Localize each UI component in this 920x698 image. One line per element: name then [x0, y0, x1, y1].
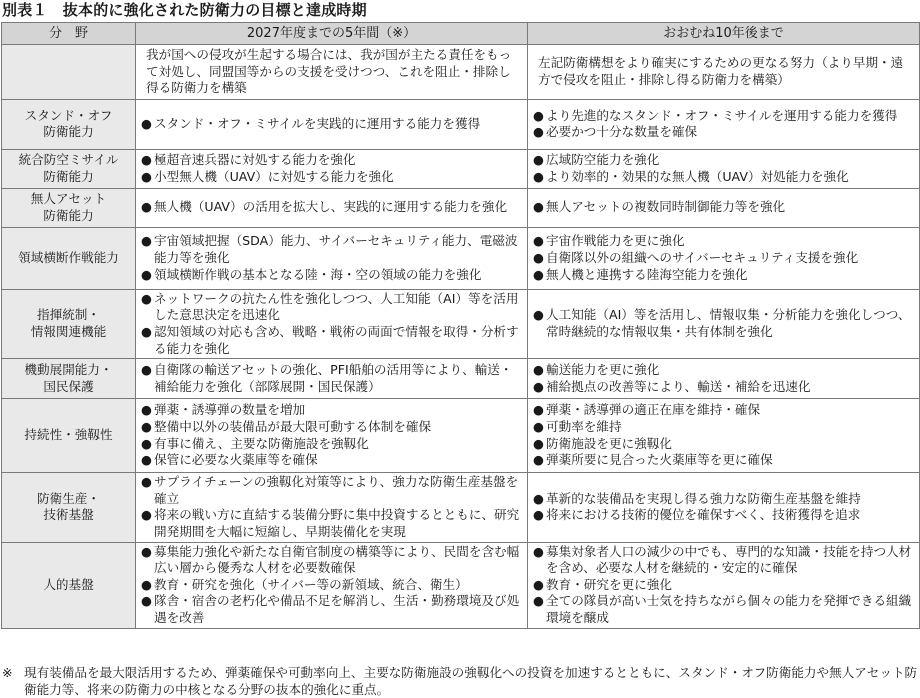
header-10-years: おおむね10年後まで: [528, 23, 920, 45]
bullet-item: [533, 491, 915, 508]
bullet-icon: ●: [141, 266, 152, 282]
bullet-item: [141, 474, 523, 507]
cell-10-years: [528, 289, 920, 358]
bullet-icon: ●: [141, 152, 152, 168]
category-label: 防衛能力: [43, 168, 94, 184]
bullet-item: [533, 419, 915, 436]
bullet-item: [141, 452, 523, 469]
cell-2027: [136, 399, 528, 473]
bullet-text: 領域横断作戦の基本となる陸・海・空の領域の能力を強化: [154, 266, 482, 282]
cell-text: 左記防衛構想をより確実にするための更なる努力（より早期・遠方で侵攻を阻止・排除し得る防衛力を構築）: [538, 55, 904, 87]
bullet-text: 保管に必要な火薬庫等を確保: [154, 452, 318, 468]
bullet-item: [533, 267, 915, 284]
bullet-text: 将来における技術的優位を確保すべく、技術獲得を追求: [546, 507, 861, 523]
category-label: 情報関連機能: [30, 323, 107, 339]
bullet-item: [141, 324, 523, 357]
bullet-item: [533, 402, 915, 419]
bullet-item: [533, 593, 915, 626]
table-title: 別表１ 抜本的に強化された防衛力の目標と達成時期: [2, 1, 367, 19]
bullet-item: [533, 379, 915, 396]
table-row: [2, 289, 920, 358]
bullet-text: 宇宙作戦能力を更に強化: [546, 233, 685, 249]
bullet-icon: ●: [533, 507, 544, 523]
bullet-icon: ●: [141, 435, 152, 451]
bullet-item: [141, 577, 523, 594]
bullet-text: 革新的な装備品を実現し得る強力な防衛生産基盤を維持: [546, 490, 861, 506]
cell-10-years: [528, 45, 920, 100]
cell-2027: [136, 359, 528, 399]
bullet-text: 補給拠点の改善等により、輸送・補給を迅速化: [546, 378, 811, 394]
bullet-text: 教育・研究を更に強化: [546, 576, 672, 592]
defense-targets-table: [1, 22, 920, 629]
bullet-icon: ●: [141, 474, 152, 490]
category-cell: [2, 149, 136, 188]
bullet-icon: ●: [141, 362, 152, 378]
cell-2027: [136, 149, 528, 188]
cell-2027: [136, 473, 528, 542]
bullet-icon: ●: [533, 168, 544, 184]
bullet-icon: ●: [533, 490, 544, 506]
category-label: 防衛生産・: [37, 490, 100, 506]
bullet-text: 自衛隊以外の組織へのサイバーセキュリティ支援を強化: [546, 249, 859, 265]
bullet-item: [533, 169, 915, 186]
bullet-item: [533, 362, 915, 379]
table-row: [2, 399, 920, 473]
cell-2027: [136, 188, 528, 227]
bullet-item: [533, 507, 915, 524]
cell-10-years: [528, 542, 920, 628]
bullet-text: 弾薬所要に見合った火薬庫等を更に確保: [546, 452, 773, 468]
category-label: 統合防空ミサイル: [18, 152, 119, 168]
table-row: [2, 542, 920, 628]
bullet-text: 有事に備え、主要な防衛施設を強靱化: [154, 435, 369, 451]
cell-10-years: [528, 99, 920, 149]
category-label: 領域横断作戦能力: [18, 249, 119, 265]
bullet-icon: ●: [533, 233, 544, 249]
bullet-item: [141, 419, 523, 436]
bullet-text: 無人アセットの複数同時制御能力等を強化: [546, 199, 786, 215]
cell-10-years: [528, 188, 920, 227]
bullet-text: 自衛隊の輸送アセットの強化、PFI船舶の活用等により、輸送・補給能力を強化（部隊展開・国民保護）: [154, 362, 513, 394]
bullet-icon: ●: [141, 115, 152, 131]
bullet-icon: ●: [533, 307, 544, 323]
bullet-item: [533, 199, 915, 216]
header-2027: 2027年度までの5年間（※）: [136, 23, 528, 45]
category-cell: [2, 289, 136, 358]
bullet-text: 将来の戦い方に直結する装備分野に集中投資するとともに、研究開発期間を大幅に短縮し、早期装備化を実現: [154, 507, 520, 539]
bullet-item: [533, 452, 915, 469]
table-row: [2, 359, 920, 399]
bullet-item: [533, 124, 915, 141]
category-cell: [2, 473, 136, 542]
bullet-icon: ●: [141, 419, 152, 435]
category-label: 技術基盤: [43, 507, 94, 523]
bullet-item: [141, 402, 523, 419]
bullet-icon: ●: [141, 323, 152, 339]
table-row: [2, 227, 920, 289]
bullet-text: サプライチェーンの強靱化対策等により、強力な防衛生産基盤を確立: [154, 474, 519, 506]
bullet-text: 募集対象者人口の減少の中でも、専門的な知識・技能を持つ人材を含め、必要な人材を継続的・安定的に確保: [546, 543, 912, 576]
bullet-item: [141, 291, 523, 324]
category-label: 国民保護: [43, 378, 94, 394]
cell-10-years: [528, 399, 920, 473]
bullet-icon: ●: [533, 249, 544, 265]
cell-2027: [136, 45, 528, 100]
bullet-icon: ●: [533, 435, 544, 451]
bullet-text: 小型無人機（UAV）に対処する能力を強化: [154, 168, 394, 184]
bullet-text: 整備中以外の装備品が最大限可動する体制を確保: [154, 419, 432, 435]
bullet-item: [533, 436, 915, 453]
category-label: 指揮統制・: [37, 307, 100, 323]
bullet-text: 弾薬・誘導弾の適正在庫を維持・確保: [546, 402, 761, 418]
category-cell: [2, 188, 136, 227]
bullet-item: [533, 577, 915, 594]
footnote: [2, 665, 918, 698]
bullet-item: [141, 267, 523, 284]
bullet-item: [141, 507, 523, 540]
bullet-icon: ●: [141, 452, 152, 468]
bullet-text: より効率的・効果的な無人機（UAV）対処能力を強化: [546, 168, 849, 184]
cell-text: 我が国への侵攻が生起する場合には、我が国が主たる責任をもって対処し、同盟国等からの支援を受けつつ、これを阻止・排除し得る防衛力を構築: [146, 47, 512, 96]
category-label: 機動展開能力・: [24, 362, 113, 378]
category-label: 防衛能力: [43, 207, 94, 223]
bullet-text: 無人機（UAV）の活用を拡大し、実践的に運用する能力を強化: [154, 199, 508, 215]
bullet-icon: ●: [533, 452, 544, 468]
bullet-icon: ●: [141, 543, 152, 559]
bullet-item: [141, 436, 523, 453]
cell-10-years: [528, 359, 920, 399]
bullet-text: 広域防空能力を強化: [546, 152, 660, 168]
table-row: [2, 473, 920, 542]
cell-2027: [136, 289, 528, 358]
category-label: 人的基盤: [43, 576, 94, 592]
bullet-icon: ●: [533, 378, 544, 394]
bullet-item: [141, 199, 523, 216]
cell-2027: [136, 542, 528, 628]
bullet-item: [141, 152, 523, 169]
bullet-item: [141, 233, 523, 266]
bullet-icon: ●: [141, 507, 152, 523]
bullet-icon: ●: [141, 168, 152, 184]
table-row: [2, 188, 920, 227]
bullet-text: 全ての隊員が高い士気を持ちながら個々の能力を発揮できる組織環境を醸成: [546, 593, 912, 625]
bullet-item: [141, 362, 523, 395]
category-cell: [2, 359, 136, 399]
bullet-icon: ●: [141, 402, 152, 418]
bullet-item: [533, 544, 915, 577]
category-cell: [2, 227, 136, 289]
bullet-item: [533, 250, 915, 267]
bullet-icon: ●: [141, 290, 152, 306]
bullet-item: [141, 544, 523, 577]
bullet-text: 募集能力強化や新たな自衛官制度の構築等により、民間を含む幅広い層から優秀な人材を必要数確保: [154, 543, 520, 576]
cell-2027: [136, 99, 528, 149]
bullet-icon: ●: [141, 199, 152, 215]
bullet-item: [141, 169, 523, 186]
bullet-icon: ●: [533, 543, 544, 559]
bullet-text: 防衛施設を更に強靱化: [546, 435, 672, 451]
bullet-icon: ●: [533, 593, 544, 609]
bullet-text: 隊舎・宿舎の老朽化や備品不足を解消し、生活・勤務環境及び処遇を改善: [154, 593, 520, 625]
bullet-text: 極超音速兵器に対処する能力を強化: [154, 152, 356, 168]
table-header-row: [2, 23, 920, 45]
bullet-icon: ●: [533, 576, 544, 592]
bullet-text: スタンド・オフ・ミサイルを実践的に運用する能力を獲得: [154, 115, 481, 131]
category-label: 防衛能力: [43, 124, 94, 140]
bullet-icon: ●: [533, 199, 544, 215]
category-label: 無人アセット: [30, 191, 107, 207]
bullet-icon: ●: [141, 576, 152, 592]
category-cell: [2, 542, 136, 628]
bullet-item: [533, 152, 915, 169]
footnote-mark: ※: [2, 665, 13, 680]
table-row: [2, 149, 920, 188]
bullet-text: 認知領域の対応も含め、戦略・戦術の両面で情報を取得・分析する能力を強化: [154, 323, 519, 356]
bullet-text: より先進的なスタンド・オフ・ミサイルを運用する能力を獲得: [546, 107, 898, 123]
bullet-icon: ●: [141, 233, 152, 249]
bullet-text: 無人機と連携する陸海空能力を強化: [546, 266, 748, 282]
bullet-icon: ●: [533, 419, 544, 435]
cell-10-years: [528, 473, 920, 542]
bullet-text: 必要かつ十分な数量を確保: [546, 124, 698, 140]
header-category: 分 野: [2, 23, 136, 45]
cell-10-years: [528, 149, 920, 188]
bullet-item: [141, 116, 523, 133]
footnote-text: 現有装備品を最大限活用するため、弾薬確保や可動率向上、主要な防衛施設の強靱化への投資を加速するとともに、スタンド・オフ防衛能力や無人アセット防衛能力等、将来の防衛力の中核となる分野の抜本的強化に重点。: [24, 665, 918, 697]
bullet-icon: ●: [533, 107, 544, 123]
cell-10-years: [528, 227, 920, 289]
bullet-icon: ●: [533, 402, 544, 418]
bullet-icon: ●: [141, 593, 152, 609]
bullet-icon: ●: [533, 362, 544, 378]
category-label: スタンド・オフ: [24, 107, 113, 123]
category-cell: [2, 399, 136, 473]
bullet-text: 可動率を維持: [546, 419, 622, 435]
bullet-text: ネットワークの抗たん性を強化しつつ、人工知能（AI）等を活用した意思決定を迅速化: [154, 290, 519, 323]
table-row: [2, 45, 920, 100]
bullet-icon: ●: [533, 124, 544, 140]
bullet-item: [533, 307, 915, 340]
bullet-item: [533, 108, 915, 125]
bullet-icon: ●: [533, 152, 544, 168]
category-cell: [2, 99, 136, 149]
bullet-icon: ●: [533, 266, 544, 282]
category-label: 持続性・強靱性: [24, 427, 113, 443]
table-row: [2, 99, 920, 149]
bullet-text: 人工知能（AI）等を活用し、情報収集・分析能力を強化しつつ、常時継続的な情報収集・共有体制を強化: [546, 307, 911, 339]
bullet-text: 宇宙領域把握（SDA）能力、サイバーセキュリティ能力、電磁波能力等を強化: [154, 233, 518, 265]
cell-2027: [136, 227, 528, 289]
bullet-item: [533, 233, 915, 250]
category-cell: [2, 45, 136, 100]
bullet-text: 教育・研究を強化（サイバー等の新領域、統合、衛生）: [154, 576, 468, 592]
bullet-text: 弾薬・誘導弾の数量を増加: [154, 402, 306, 418]
bullet-text: 輸送能力を更に強化: [546, 362, 660, 378]
bullet-item: [141, 593, 523, 626]
